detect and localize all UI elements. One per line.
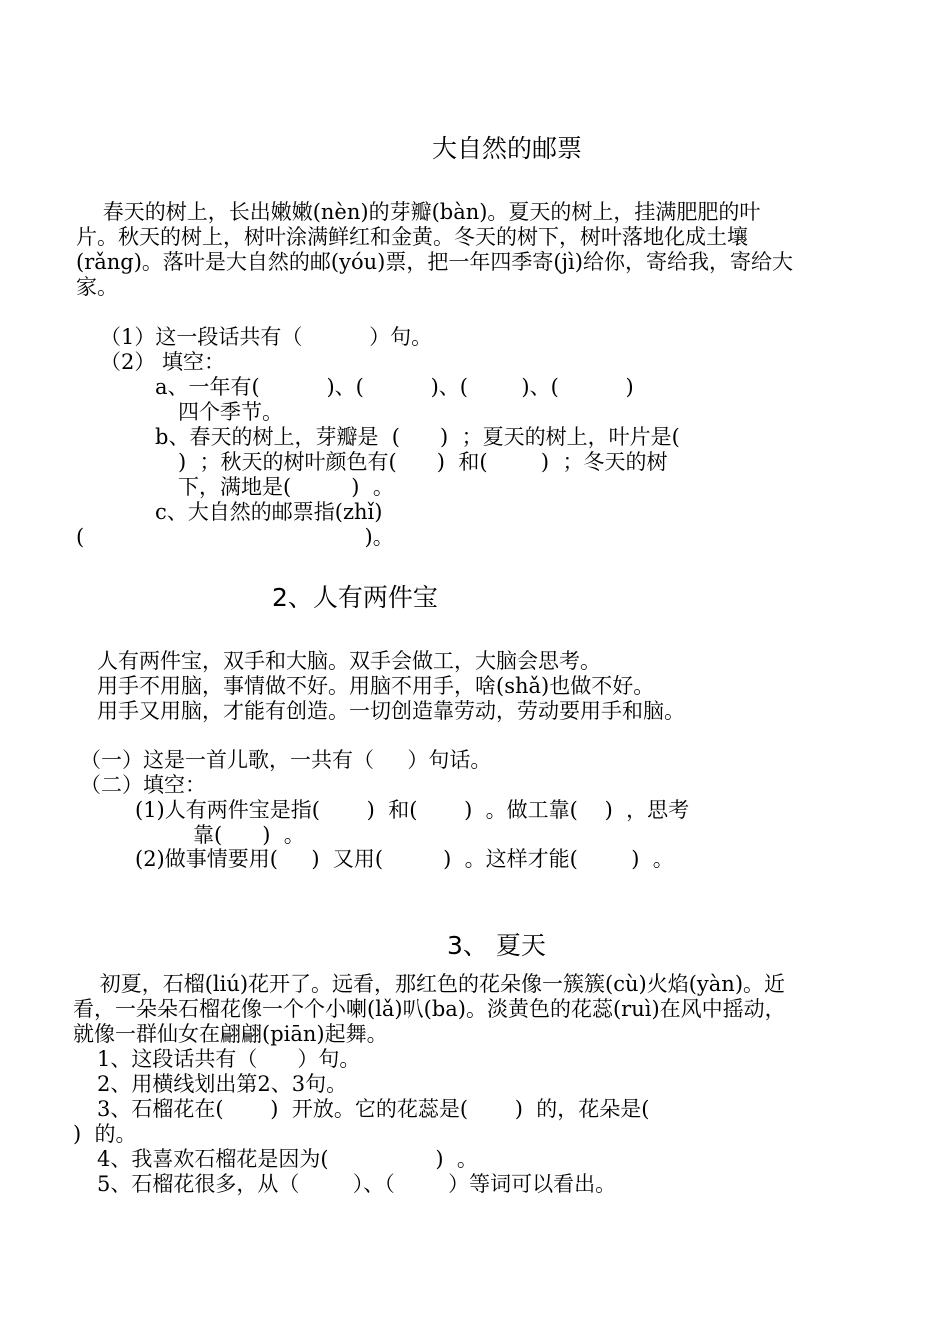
paragraph-line: 春天的树上，长出嫩嫩(nèn)的芽瓣(bàn)。夏天的树上，挂满肥肥的叶 <box>76 200 761 224</box>
poem-line: 用手不用脑，事情做不好。用脑不用手，啥(shǎ)也做不好。 <box>97 674 655 698</box>
question-line: (2)做事情要用( ) 又用( ) 。这样才能( ) 。 <box>135 847 674 871</box>
paragraph-line: (rǎng)。落叶是大自然的邮(yóu)票，把一年四季寄(jì)给你，寄给我，寄给大 <box>76 250 793 274</box>
paragraph-line: 片。秋天的树上，树叶涂满鲜红和金黄。冬天的树下，树叶落地化成土壤 <box>76 225 748 249</box>
poem-line: 用手又用脑，才能有创造。一切创造靠劳动，劳动要用手和脑。 <box>97 699 685 723</box>
paragraph-line: 就像一群仙女在翩翩(piān)起舞。 <box>73 1022 388 1046</box>
question-line: c、大自然的邮票指(zhǐ) <box>155 500 383 524</box>
question-line: 下，满地是( ) 。 <box>178 475 394 499</box>
question-line: （2） 填空： <box>100 350 226 374</box>
question-line: （一）这是一首儿歌，一共有（ ）句话。 <box>80 748 492 772</box>
question-line: （1）这一段话共有（ ）句。 <box>100 325 433 349</box>
section-title: 大自然的邮票 <box>432 134 583 163</box>
paragraph-line: 初夏，石榴(liú)花开了。远看，那红色的花朵像一簇簇(cù)火焰(yàn)。近 <box>73 972 786 996</box>
question-line: a、一年有( )、( )、( )、( ) <box>155 375 634 399</box>
section-title: 2、人有两件宝 <box>272 583 438 612</box>
question-line: （二）填空： <box>80 773 206 797</box>
paragraph-line: 看，一朵朵石榴花像一个个小喇(lǎ)叭(ba)。淡黄色的花蕊(ruì)在风中摇动， <box>73 997 786 1021</box>
question-line: ) ；秋天的树叶颜色有( ) 和( ) ；冬天的树 <box>178 450 668 474</box>
question-line: (1)人有两件宝是指( ) 和( ) 。做工靠( ) ，思考 <box>135 798 690 822</box>
poem-line: 人有两件宝，双手和大脑。双手会做工，大脑会思考。 <box>97 649 601 673</box>
question-line: 1、这段话共有（ ）句。 <box>97 1047 361 1071</box>
question-line: 5、石榴花很多，从（ ）、（ ）等词可以看出。 <box>97 1172 617 1196</box>
paragraph-line: 家。 <box>76 275 118 299</box>
question-line: 四个季节。 <box>178 400 283 424</box>
question-line: ( )。 <box>76 525 394 549</box>
question-line: b、春天的树上，芽瓣是 ( ) ；夏天的树上，叶片是( <box>155 425 680 449</box>
question-line: 2、用横线划出第2、3句。 <box>97 1072 348 1096</box>
question-line: 3、石榴花在( ) 开放。它的花蕊是( ) 的，花朵是( <box>97 1097 650 1121</box>
question-line: 靠( ) 。 <box>193 823 305 847</box>
section-title: 3、 夏天 <box>447 931 546 960</box>
question-line: 4、我喜欢石榴花是因为( ) 。 <box>97 1147 478 1171</box>
question-line: ) 的。 <box>73 1122 137 1146</box>
